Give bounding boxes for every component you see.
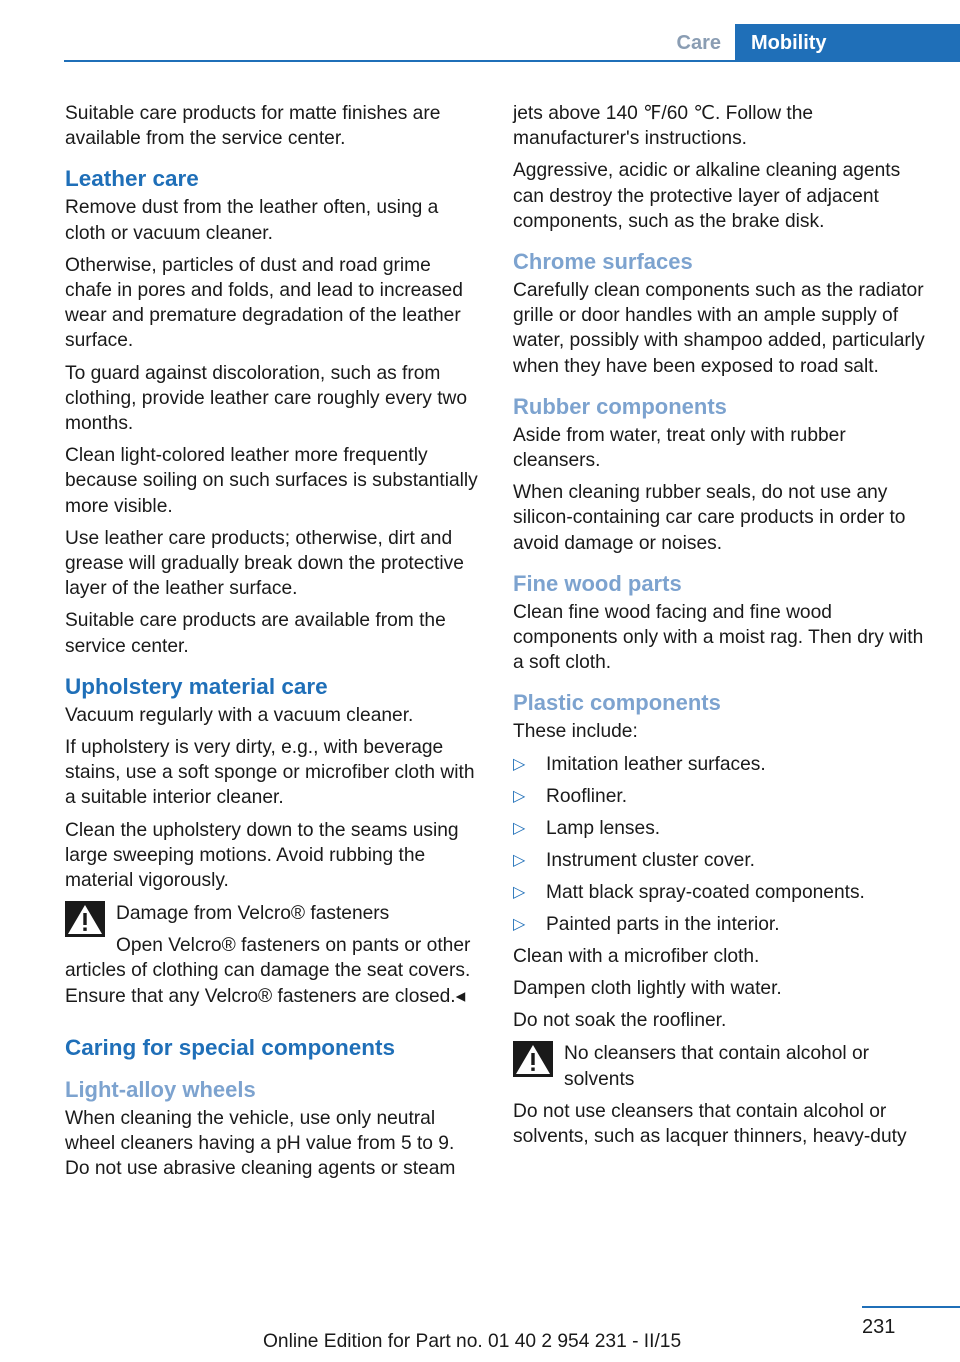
leather-paragraph-2: Otherwise, particles of dust and road grime chafe in pores and folds, and lead to increased wear and premature degradation of the leather surface. xyxy=(65,254,463,352)
left-column xyxy=(65,101,483,1189)
footer-divider xyxy=(862,1306,960,1308)
heading-rubber-components: Rubber components xyxy=(513,393,727,419)
tab-care[interactable]: Care xyxy=(676,32,721,54)
bullet-triangle-icon: ▷ xyxy=(513,883,526,901)
leather-paragraph-1: Remove dust from the leather often, using a cloth or vacuum cleaner. xyxy=(65,197,439,244)
heading-special-components: Caring for special components xyxy=(65,1034,396,1060)
heading-chrome-surfaces: Chrome surfaces xyxy=(513,249,693,275)
bullet-triangle-icon: ▷ xyxy=(513,819,526,837)
plastic-paragraph-3: Dampen cloth lightly with water. xyxy=(513,978,782,1000)
page-header xyxy=(64,24,960,62)
bullet-triangle-icon: ▷ xyxy=(513,915,526,933)
warning-solvents-title: No cleansers that contain alcohol or solvents xyxy=(564,1043,870,1090)
plastic-paragraph-1: These include: xyxy=(513,721,638,743)
wood-paragraph-1: Clean fine wood facing and fine wood components only with a moist rag. Then dry with a soft cloth. xyxy=(513,601,924,674)
rubber-paragraph-2: When cleaning rubber seals, do not use any silicon-containing car care products in order to avoid damage or noises. xyxy=(513,482,906,554)
warning-velcro-text: Open Velcro® fasteners on pants or other articles of clothing can damage the seat covers. Ensure that any Velcro® fasteners are closed.◂ xyxy=(65,935,471,1007)
warning-velcro-title: Damage from Velcro® fasteners xyxy=(116,903,390,925)
warning-solvents xyxy=(513,1041,933,1149)
wheels-continued: jets above 140 ℉/60 ℃. Follow the manufacturer's instructions. xyxy=(513,103,814,150)
right-column xyxy=(513,101,933,1156)
leather-paragraph-6: Suitable care products are available from the service center. xyxy=(65,610,446,657)
list-item: ▷ Roofliner. xyxy=(513,784,933,809)
header-divider xyxy=(64,60,960,62)
heading-upholstery-care: Upholstery material care xyxy=(65,673,328,699)
tab-mobility[interactable]: Mobility xyxy=(735,24,960,62)
warning-triangle-icon xyxy=(65,901,105,937)
bullet-triangle-icon: ▷ xyxy=(513,851,526,869)
list-item: ▷ Matt black spray-coated components. xyxy=(513,880,933,905)
bullet-triangle-icon: ▷ xyxy=(513,755,526,773)
plastic-paragraph-4: Do not soak the roofliner. xyxy=(513,1010,727,1032)
heading-light-alloy-wheels: Light-alloy wheels xyxy=(65,1076,256,1102)
plastic-list xyxy=(513,752,933,937)
plastic-paragraph-2: Clean with a microfiber cloth. xyxy=(513,945,760,967)
list-item: ▷ Instrument cluster cover. xyxy=(513,848,933,873)
rubber-paragraph-1: Aside from water, treat only with rubber cleansers. xyxy=(513,424,846,472)
warning-velcro xyxy=(65,901,483,1009)
list-item: ▷ Imitation leather surfaces. xyxy=(513,752,933,777)
wheels-paragraph-2: Aggressive, acidic or alkaline cleaning agents can destroy the protective layer of adjacent components, such as the brake disk. xyxy=(513,160,901,232)
leather-paragraph-3: To guard against discoloration, such as from clothing, provide leather care roughly every two months. xyxy=(65,362,468,435)
warning-solvents-text: Do not use cleansers that contain alcohol or solvents, such as lacquer thinners, heavy-duty xyxy=(513,1100,907,1148)
leather-paragraph-5: Use leather care products; otherwise, dirt and grease will gradually break down the protective layer of the leather surface. xyxy=(65,527,464,600)
warning-triangle-icon xyxy=(513,1041,553,1077)
upholstery-paragraph-2: If upholstery is very dirty, e.g., with beverage stains, use a soft sponge or microfiber cloth with a suitable interior cleaner. xyxy=(65,737,475,809)
heading-plastic-components: Plastic components xyxy=(513,690,721,716)
upholstery-paragraph-3: Clean the upholstery down to the seams using large sweeping motions. Avoid rubbing the material vigorously. xyxy=(65,819,459,892)
heading-fine-wood-parts: Fine wood parts xyxy=(513,570,682,596)
footer-edition: Online Edition for Part no. 01 40 2 954 231 - II/15 xyxy=(263,1331,682,1352)
chrome-paragraph-1: Carefully clean components such as the radiator grille or door handles with an ample supply of water, possibly with shampoo added, particularly when they have been exposed to road salt. xyxy=(513,280,925,377)
leather-paragraph-4: Clean light-colored leather more frequently because soiling on such surfaces is substantially more visible. xyxy=(65,445,478,517)
heading-leather-care: Leather care xyxy=(65,166,199,192)
bullet-triangle-icon: ▷ xyxy=(513,787,526,805)
matte-intro: Suitable care products for matte finishes are available from the service center. xyxy=(65,103,441,150)
list-item: ▷ Painted parts in the interior. xyxy=(513,912,933,937)
upholstery-paragraph-1: Vacuum regularly with a vacuum cleaner. xyxy=(65,704,414,726)
wheels-paragraph-1: When cleaning the vehicle, use only neutral wheel cleaners having a pH value from 5 to 9. Do not use abrasive cleaning agents or steam xyxy=(65,1107,456,1180)
list-item: ▷ Lamp lenses. xyxy=(513,816,933,841)
page-number: 231 xyxy=(862,1316,896,1338)
